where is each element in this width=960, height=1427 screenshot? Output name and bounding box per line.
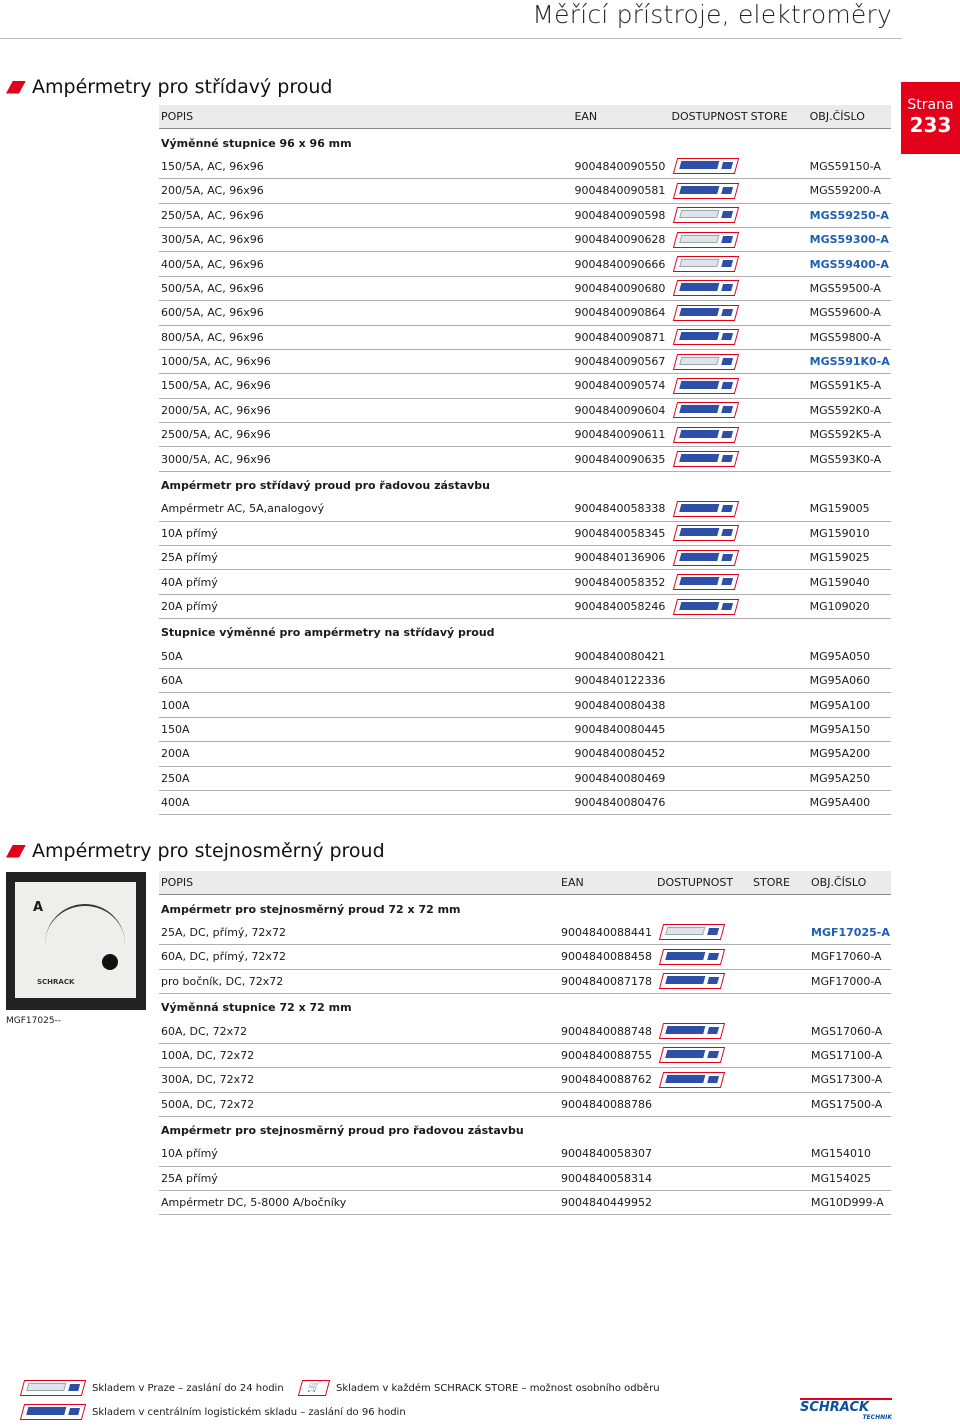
cell-ean: 9004840088748 (559, 1019, 655, 1043)
truck-blue-icon (659, 949, 725, 965)
cell-ean: 9004840058246 (572, 594, 669, 618)
cell-obj: MG154010 (809, 1142, 891, 1166)
cell-obj: MGS59300-A (808, 227, 891, 251)
truck-white-icon (673, 232, 739, 248)
table-header (159, 105, 891, 129)
cell-ean: 9004840090611 (572, 423, 669, 447)
cell-dostupnost (669, 546, 748, 570)
table-row (159, 179, 891, 203)
meter-knob (102, 954, 118, 970)
cell-store (749, 349, 808, 373)
cell-dostupnost (655, 1191, 751, 1215)
cell-popis: 25A, DC, přímý, 72x72 (159, 921, 559, 945)
page-number-tab (901, 82, 960, 154)
cell-obj: MGS59250-A (808, 203, 891, 227)
cell-dostupnost (669, 227, 748, 251)
cell-dostupnost (669, 349, 748, 373)
table-row (159, 1166, 891, 1190)
cell-dostupnost (669, 717, 748, 741)
cell-obj: MG95A400 (808, 790, 891, 814)
cell-store (749, 447, 808, 471)
table-row (159, 717, 891, 741)
truck-blue-icon (673, 451, 739, 467)
cell-dostupnost (655, 969, 751, 993)
cell-dostupnost (669, 742, 748, 766)
cell-ean: 9004840090628 (572, 227, 669, 251)
cell-obj: MG159005 (808, 497, 891, 521)
cell-popis: 50A (159, 645, 572, 669)
cell-dostupnost (669, 276, 748, 300)
cell-ean: 9004840122336 (572, 668, 669, 692)
cell-popis: 3000/5A, AC, 96x96 (159, 447, 572, 471)
cell-obj: MG95A150 (808, 717, 891, 741)
cell-popis: 25A přímý (159, 546, 572, 570)
table-row (159, 594, 891, 618)
cell-obj: MGS17300-A (809, 1068, 891, 1092)
cell-popis: 10A přímý (159, 521, 572, 545)
cell-ean: 9004840090680 (572, 276, 669, 300)
table-row (159, 1019, 891, 1043)
cart-icon: 🛒 (298, 1380, 330, 1396)
legend-text: Skladem v každém SCHRACK STORE – možnost osobního odběru (336, 1382, 660, 1394)
table-row (159, 155, 891, 179)
cell-ean: 9004840090666 (572, 252, 669, 276)
cell-store (751, 1142, 809, 1166)
header-popis: POPIS (159, 871, 559, 895)
cell-popis: 800/5A, AC, 96x96 (159, 325, 572, 349)
table-row (159, 1043, 891, 1067)
cell-obj: MGS17500-A (809, 1092, 891, 1116)
table-row (159, 969, 891, 993)
header-ean: EAN (572, 105, 669, 129)
truck-blue-icon (659, 1047, 725, 1063)
table-row (159, 349, 891, 373)
cell-store (751, 1092, 809, 1116)
cell-store (749, 594, 808, 618)
cell-obj: MGF17025-A (809, 921, 891, 945)
cell-popis: 20A přímý (159, 594, 572, 618)
truck-blue-icon (673, 183, 739, 199)
header-ean: EAN (559, 871, 655, 895)
cell-store (749, 668, 808, 692)
cell-ean: 9004840058314 (559, 1166, 655, 1190)
truck-blue-icon (673, 158, 739, 174)
cell-ean: 9004840080421 (572, 645, 669, 669)
cell-popis: 2000/5A, AC, 96x96 (159, 398, 572, 422)
table-row (159, 521, 891, 545)
cell-obj: MG159010 (808, 521, 891, 545)
table-row (159, 570, 891, 594)
cell-popis: 300A, DC, 72x72 (159, 1068, 559, 1092)
cell-dostupnost (669, 423, 748, 447)
truck-blue-icon (673, 427, 739, 443)
category-row (159, 895, 891, 921)
cell-ean: 9004840136906 (572, 546, 669, 570)
cell-popis: 25A přímý (159, 1166, 559, 1190)
cell-ean: 9004840090581 (572, 179, 669, 203)
table-row (159, 1142, 891, 1166)
cell-ean: 9004840088441 (559, 921, 655, 945)
cell-ean: 9004840090598 (572, 203, 669, 227)
cell-popis: Ampérmetr AC, 5A,analogový (159, 497, 572, 521)
cell-store (749, 301, 808, 325)
truck-white-icon (673, 207, 739, 223)
section-heading-ac (6, 76, 332, 98)
category-title: Ampérmetr pro stejnosměrný proud 72 x 72 mm (161, 902, 461, 916)
cell-obj: MG95A100 (808, 693, 891, 717)
cell-popis: 100A (159, 693, 572, 717)
truck-blue-icon (673, 525, 739, 541)
cell-obj: MGS591K0-A (808, 349, 891, 373)
top-divider (0, 38, 902, 39)
cell-popis: 500/5A, AC, 96x96 (159, 276, 572, 300)
cell-store (751, 1068, 809, 1092)
cell-dostupnost (655, 1068, 751, 1092)
cell-store (751, 945, 809, 969)
cell-ean: 9004840090635 (572, 447, 669, 471)
cell-ean: 9004840090550 (572, 155, 669, 179)
cell-obj: MGS59200-A (808, 179, 891, 203)
table-row (159, 227, 891, 251)
table-row (159, 693, 891, 717)
table-row (159, 742, 891, 766)
product-table-ac (159, 105, 891, 815)
cell-dostupnost (669, 594, 748, 618)
cell-ean: 9004840058338 (572, 497, 669, 521)
cell-popis: Ampérmetr DC, 5-8000 A/bočníky (159, 1191, 559, 1215)
page-number: 233 (909, 113, 952, 137)
legend-text: Skladem v Praze – zaslání do 24 hodin (92, 1382, 284, 1394)
logo-text: SCHRACK (800, 1400, 870, 1415)
cell-obj: MG95A200 (808, 742, 891, 766)
table-header (159, 871, 891, 895)
table-row (159, 276, 891, 300)
table-row (159, 325, 891, 349)
cell-dostupnost (669, 252, 748, 276)
page-title: Měřící přístroje, elektroměry (532, 0, 892, 29)
cell-popis: 1500/5A, AC, 96x96 (159, 374, 572, 398)
cell-dostupnost (669, 203, 748, 227)
cell-ean: 9004840080476 (572, 790, 669, 814)
cell-store (749, 179, 808, 203)
table-row (159, 301, 891, 325)
cell-dostupnost (669, 155, 748, 179)
cell-obj: MGS59600-A (808, 301, 891, 325)
cell-obj: MG159025 (808, 546, 891, 570)
cell-ean: 9004840080445 (572, 717, 669, 741)
truck-blue-icon (673, 305, 739, 321)
cell-ean: 9004840058307 (559, 1142, 655, 1166)
cell-store (749, 645, 808, 669)
table-row (159, 546, 891, 570)
cell-obj: MGS59150-A (808, 155, 891, 179)
cell-ean: 9004840090574 (572, 374, 669, 398)
cell-obj: MGS17060-A (809, 1019, 891, 1043)
cell-store (749, 276, 808, 300)
cell-obj: MGS59800-A (808, 325, 891, 349)
table-row (159, 645, 891, 669)
image-caption: MGF17025-- (6, 1016, 62, 1026)
category-title: Stupnice výměnné pro ampérmetry na střídavý proud (161, 626, 495, 640)
cell-store (749, 570, 808, 594)
category-row (159, 129, 891, 155)
category-row (159, 619, 891, 645)
cell-popis: 150/5A, AC, 96x96 (159, 155, 572, 179)
product-image-ammeter (6, 872, 146, 1010)
truck-blue-icon (659, 973, 725, 989)
cell-ean: 9004840058352 (572, 570, 669, 594)
product-table-dc (159, 871, 891, 1215)
cell-store (751, 1043, 809, 1067)
cell-obj: MG10D999-A (809, 1191, 891, 1215)
truck-white-icon (673, 354, 739, 370)
truck-blue-icon (673, 550, 739, 566)
cell-store (749, 546, 808, 570)
table-row (159, 497, 891, 521)
section-title: Ampérmetry pro střídavý proud (32, 76, 333, 98)
cell-obj: MG95A250 (808, 766, 891, 790)
cell-obj: MG95A060 (808, 668, 891, 692)
legend-text: Skladem v centrálním logistickém skladu – zaslání do 96 hodin (92, 1406, 406, 1418)
cell-popis: 150A (159, 717, 572, 741)
cell-store (749, 252, 808, 276)
cell-popis: 600/5A, AC, 96x96 (159, 301, 572, 325)
cell-dostupnost (669, 447, 748, 471)
cell-popis: 200A (159, 742, 572, 766)
cell-popis: 2500/5A, AC, 96x96 (159, 423, 572, 447)
cell-store (749, 497, 808, 521)
cell-dostupnost (669, 645, 748, 669)
header-dostupnost: DOSTUPNOST (655, 871, 751, 895)
truck-blue-icon (673, 574, 739, 590)
truck-white-icon (20, 1380, 86, 1396)
cell-dostupnost (669, 374, 748, 398)
cell-store (751, 921, 809, 945)
cell-store (749, 423, 808, 447)
truck-blue-icon (673, 402, 739, 418)
table-row (159, 766, 891, 790)
category-row (159, 1116, 891, 1142)
cell-ean: 9004840088458 (559, 945, 655, 969)
cell-obj: MGF17060-A (809, 945, 891, 969)
logo-subtext: TECHNIK (862, 1414, 892, 1421)
cell-obj: MGS591K5-A (808, 374, 891, 398)
cell-dostupnost (669, 693, 748, 717)
truck-blue-icon (673, 501, 739, 517)
cell-store (749, 742, 808, 766)
truck-blue-icon (659, 1023, 725, 1039)
page-label: Strana (907, 97, 954, 113)
cell-dostupnost (655, 1043, 751, 1067)
cell-obj: MGS592K5-A (808, 423, 891, 447)
cell-dostupnost (655, 1019, 751, 1043)
truck-blue-icon (673, 329, 739, 345)
table-row (159, 668, 891, 692)
legend-item-store (300, 1380, 660, 1396)
meter-face (15, 882, 136, 998)
cell-store (751, 969, 809, 993)
cell-popis: 250A (159, 766, 572, 790)
cell-ean: 9004840087178 (559, 969, 655, 993)
section-heading-dc (6, 840, 385, 862)
cell-popis: 1000/5A, AC, 96x96 (159, 349, 572, 373)
cell-popis: 60A (159, 668, 572, 692)
truck-blue-icon (673, 599, 739, 615)
cell-popis: 250/5A, AC, 96x96 (159, 203, 572, 227)
cell-popis: 200/5A, AC, 96x96 (159, 179, 572, 203)
cell-obj: MG95A050 (808, 645, 891, 669)
category-row (159, 471, 891, 497)
cell-ean: 9004840080438 (572, 693, 669, 717)
category-row (159, 993, 891, 1019)
cell-dostupnost (655, 1092, 751, 1116)
table-row (159, 203, 891, 227)
truck-blue-icon (673, 378, 739, 394)
cell-ean: 9004840090864 (572, 301, 669, 325)
cell-dostupnost (669, 521, 748, 545)
category-title: Výměnná stupnice 72 x 72 mm (161, 1001, 352, 1015)
cell-store (749, 521, 808, 545)
header-store: STORE (749, 105, 808, 129)
cell-store (749, 227, 808, 251)
cell-store (751, 1191, 809, 1215)
header-dostupnost: DOSTUPNOST (669, 105, 748, 129)
header-obj: OBJ.ČÍSLO (808, 105, 891, 129)
table-row (159, 1092, 891, 1116)
table-row (159, 252, 891, 276)
header-obj: OBJ.ČÍSLO (809, 871, 891, 895)
header-popis: POPIS (159, 105, 572, 129)
cell-dostupnost (669, 179, 748, 203)
truck-blue-icon (673, 280, 739, 296)
section-marker-icon (6, 81, 26, 94)
cell-dostupnost (655, 945, 751, 969)
table-row (159, 1068, 891, 1092)
cell-dostupnost (669, 790, 748, 814)
cell-dostupnost (669, 497, 748, 521)
cell-popis: 400/5A, AC, 96x96 (159, 252, 572, 276)
cell-obj: MGS592K0-A (808, 398, 891, 422)
section-marker-icon (6, 845, 26, 858)
cell-ean: 9004840090567 (572, 349, 669, 373)
cell-store (749, 203, 808, 227)
cell-popis: 10A přímý (159, 1142, 559, 1166)
cell-popis: 40A přímý (159, 570, 572, 594)
cell-obj: MGF17000-A (809, 969, 891, 993)
cell-dostupnost (669, 668, 748, 692)
table-row (159, 921, 891, 945)
meter-unit-a: A (33, 900, 44, 915)
cell-obj: MGS59500-A (808, 276, 891, 300)
cell-store (749, 790, 808, 814)
cell-dostupnost (655, 921, 751, 945)
legend-item-prague (18, 1380, 284, 1396)
cell-dostupnost (655, 1142, 751, 1166)
cell-popis: 60A, DC, přímý, 72x72 (159, 945, 559, 969)
cell-popis: 500A, DC, 72x72 (159, 1092, 559, 1116)
cell-obj: MG154025 (809, 1166, 891, 1190)
table-row (159, 790, 891, 814)
cell-store (751, 1166, 809, 1190)
cell-popis: 300/5A, AC, 96x96 (159, 227, 572, 251)
category-title: Ampérmetr pro stejnosměrný proud pro řadovou zástavbu (161, 1124, 524, 1138)
cell-obj: MG109020 (808, 594, 891, 618)
cell-popis: 60A, DC, 72x72 (159, 1019, 559, 1043)
cell-obj: MGS593K0-A (808, 447, 891, 471)
cell-ean: 9004840090604 (572, 398, 669, 422)
cell-popis: 400A (159, 790, 572, 814)
cell-ean: 9004840088755 (559, 1043, 655, 1067)
cell-dostupnost (669, 570, 748, 594)
cell-dostupnost (669, 325, 748, 349)
cell-dostupnost (669, 301, 748, 325)
truck-white-icon (659, 924, 725, 940)
cell-obj: MGS59400-A (808, 252, 891, 276)
cell-store (749, 717, 808, 741)
cell-store (749, 325, 808, 349)
category-title: Ampérmetr pro střídavý proud pro řadovou zástavbu (161, 479, 490, 493)
truck-blue-icon (659, 1072, 725, 1088)
cell-store (749, 693, 808, 717)
cell-dostupnost (669, 398, 748, 422)
cell-ean: 9004840088786 (559, 1092, 655, 1116)
table-row (159, 398, 891, 422)
cell-store (749, 398, 808, 422)
legend-item-central (18, 1404, 406, 1420)
cell-obj: MGS17100-A (809, 1043, 891, 1067)
truck-white-icon (673, 256, 739, 272)
cell-popis: 100A, DC, 72x72 (159, 1043, 559, 1067)
cell-store (749, 766, 808, 790)
category-title: Výměnné stupnice 96 x 96 mm (161, 136, 352, 150)
meter-brand: SCHRACK (37, 978, 75, 986)
cell-store (749, 155, 808, 179)
table-row (159, 1191, 891, 1215)
cell-store (751, 1019, 809, 1043)
cell-obj: MG159040 (808, 570, 891, 594)
cell-dostupnost (669, 766, 748, 790)
cell-dostupnost (655, 1166, 751, 1190)
table-row (159, 447, 891, 471)
cell-ean: 9004840080452 (572, 742, 669, 766)
table-row (159, 945, 891, 969)
schrack-logo (800, 1398, 892, 1422)
cell-ean: 9004840449952 (559, 1191, 655, 1215)
cell-store (749, 374, 808, 398)
cell-ean: 9004840088762 (559, 1068, 655, 1092)
section-title: Ampérmetry pro stejnosměrný proud (32, 840, 385, 862)
table-row (159, 423, 891, 447)
cell-ean: 9004840080469 (572, 766, 669, 790)
header-store: STORE (751, 871, 809, 895)
cell-ean: 9004840058345 (572, 521, 669, 545)
cell-popis: pro bočník, DC, 72x72 (159, 969, 559, 993)
truck-blue-icon (20, 1404, 86, 1420)
cell-ean: 9004840090871 (572, 325, 669, 349)
table-row (159, 374, 891, 398)
